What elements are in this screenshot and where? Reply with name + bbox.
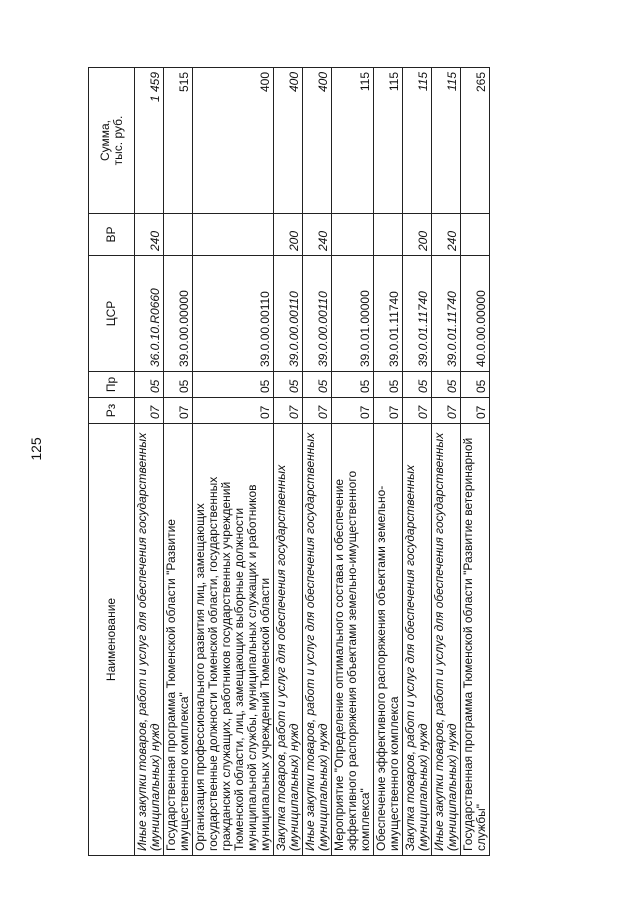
- row-csr: 40.0.00.00000: [461, 256, 490, 372]
- row-pr: 05: [164, 372, 193, 398]
- row-csr: 39.0.01.00000: [332, 256, 374, 372]
- row-csr: 39.0.00.00110: [193, 256, 274, 372]
- row-csr: 36.0.10.R0660: [135, 256, 164, 372]
- row-vr: [164, 214, 193, 256]
- row-sum: 265: [461, 68, 490, 214]
- row-name: Закупка товаров, работ и услуг для обеспечения государственных (муниципальных) нужд: [403, 424, 432, 856]
- row-pr: 05: [303, 372, 332, 398]
- table-row: [374, 68, 403, 856]
- row-csr: 39.0.00.00110: [274, 256, 303, 372]
- table-row: [461, 68, 490, 856]
- budget-table: [88, 67, 490, 856]
- header-vr: ВР: [89, 214, 135, 256]
- row-rz: 07: [135, 398, 164, 424]
- row-pr: 05: [274, 372, 303, 398]
- row-rz: 07: [461, 398, 490, 424]
- row-name: Иные закупки товаров, работ и услуг для обеспечения государственных (муниципальных) нужд: [303, 424, 332, 856]
- row-rz: 07: [403, 398, 432, 424]
- header-name: Наименование: [89, 424, 135, 856]
- row-sum: 115: [432, 68, 461, 214]
- row-pr: 05: [135, 372, 164, 398]
- row-rz: 07: [274, 398, 303, 424]
- header-rz: Рз: [89, 398, 135, 424]
- row-sum: 115: [403, 68, 432, 214]
- row-vr: [193, 214, 274, 256]
- row-sum: 400: [274, 68, 303, 214]
- header-pr: Пр: [89, 372, 135, 398]
- header-csr: ЦСР: [89, 256, 135, 372]
- row-name: Мероприятие "Определение оптимального состава и обеспечение эффективного распоряжения объектами земельно-имущественного комплекса": [332, 424, 374, 856]
- row-vr: [374, 214, 403, 256]
- row-name: Организация профессионального развития лиц, замещающих государственные должности Тюменской области, государственных гражданских служащих, работников государственных учреждений Тюменской области, лиц, замещающих выборные должности муниципальной службы, муниципальных служащих и работников муниципальных учреждений Тюменской области: [193, 424, 274, 856]
- table-row: [332, 68, 374, 856]
- table-row: [274, 68, 303, 856]
- table-row: [193, 68, 274, 856]
- row-sum: 515: [164, 68, 193, 214]
- row-pr: 05: [432, 372, 461, 398]
- table-row: [432, 68, 461, 856]
- row-name: Обеспечение эффективного распоряжения объектами земельно-имущественного комплекса: [374, 424, 403, 856]
- row-pr: 05: [332, 372, 374, 398]
- row-pr: 05: [374, 372, 403, 398]
- row-csr: 39.0.01.11740: [374, 256, 403, 372]
- table-row: [135, 68, 164, 856]
- page-number: 125: [28, 437, 44, 461]
- row-sum: 115: [332, 68, 374, 214]
- row-sum: 115: [374, 68, 403, 214]
- row-rz: 07: [303, 398, 332, 424]
- row-sum: 1 459: [135, 68, 164, 214]
- row-csr: 39.0.00.00110: [303, 256, 332, 372]
- row-vr: [461, 214, 490, 256]
- row-vr: 240: [432, 214, 461, 256]
- header-sum: Сумма, тыс. руб.: [89, 68, 135, 214]
- row-rz: 07: [164, 398, 193, 424]
- row-vr: 200: [274, 214, 303, 256]
- row-rz: 07: [193, 398, 274, 424]
- row-vr: [332, 214, 374, 256]
- row-csr: 39.0.01.11740: [403, 256, 432, 372]
- row-rz: 07: [432, 398, 461, 424]
- row-sum: 400: [303, 68, 332, 214]
- row-rz: 07: [374, 398, 403, 424]
- table-row: [403, 68, 432, 856]
- table-row: [164, 68, 193, 856]
- table-header-row: [89, 68, 135, 856]
- row-csr: 39.0.01.11740: [432, 256, 461, 372]
- row-vr: 240: [135, 214, 164, 256]
- row-pr: 05: [403, 372, 432, 398]
- row-csr: 39.0.00.00000: [164, 256, 193, 372]
- rotated-table-container: [88, 68, 552, 856]
- row-vr: 240: [303, 214, 332, 256]
- row-name: Иные закупки товаров, работ и услуг для обеспечения государственных (муниципальных) нужд: [432, 424, 461, 856]
- row-pr: 05: [193, 372, 274, 398]
- row-vr: 200: [403, 214, 432, 256]
- row-pr: 05: [461, 372, 490, 398]
- row-name: Государственная программа Тюменской области "Развитие ветеринарной службы": [461, 424, 490, 856]
- row-name: Государственная программа Тюменской области "Развитие имущественного комплекса": [164, 424, 193, 856]
- row-name: Закупка товаров, работ и услуг для обеспечения государственных (муниципальных) нужд: [274, 424, 303, 856]
- row-sum: 400: [193, 68, 274, 214]
- row-name: Иные закупки товаров, работ и услуг для обеспечения государственных (муниципальных) нужд: [135, 424, 164, 856]
- table-row: [303, 68, 332, 856]
- row-rz: 07: [332, 398, 374, 424]
